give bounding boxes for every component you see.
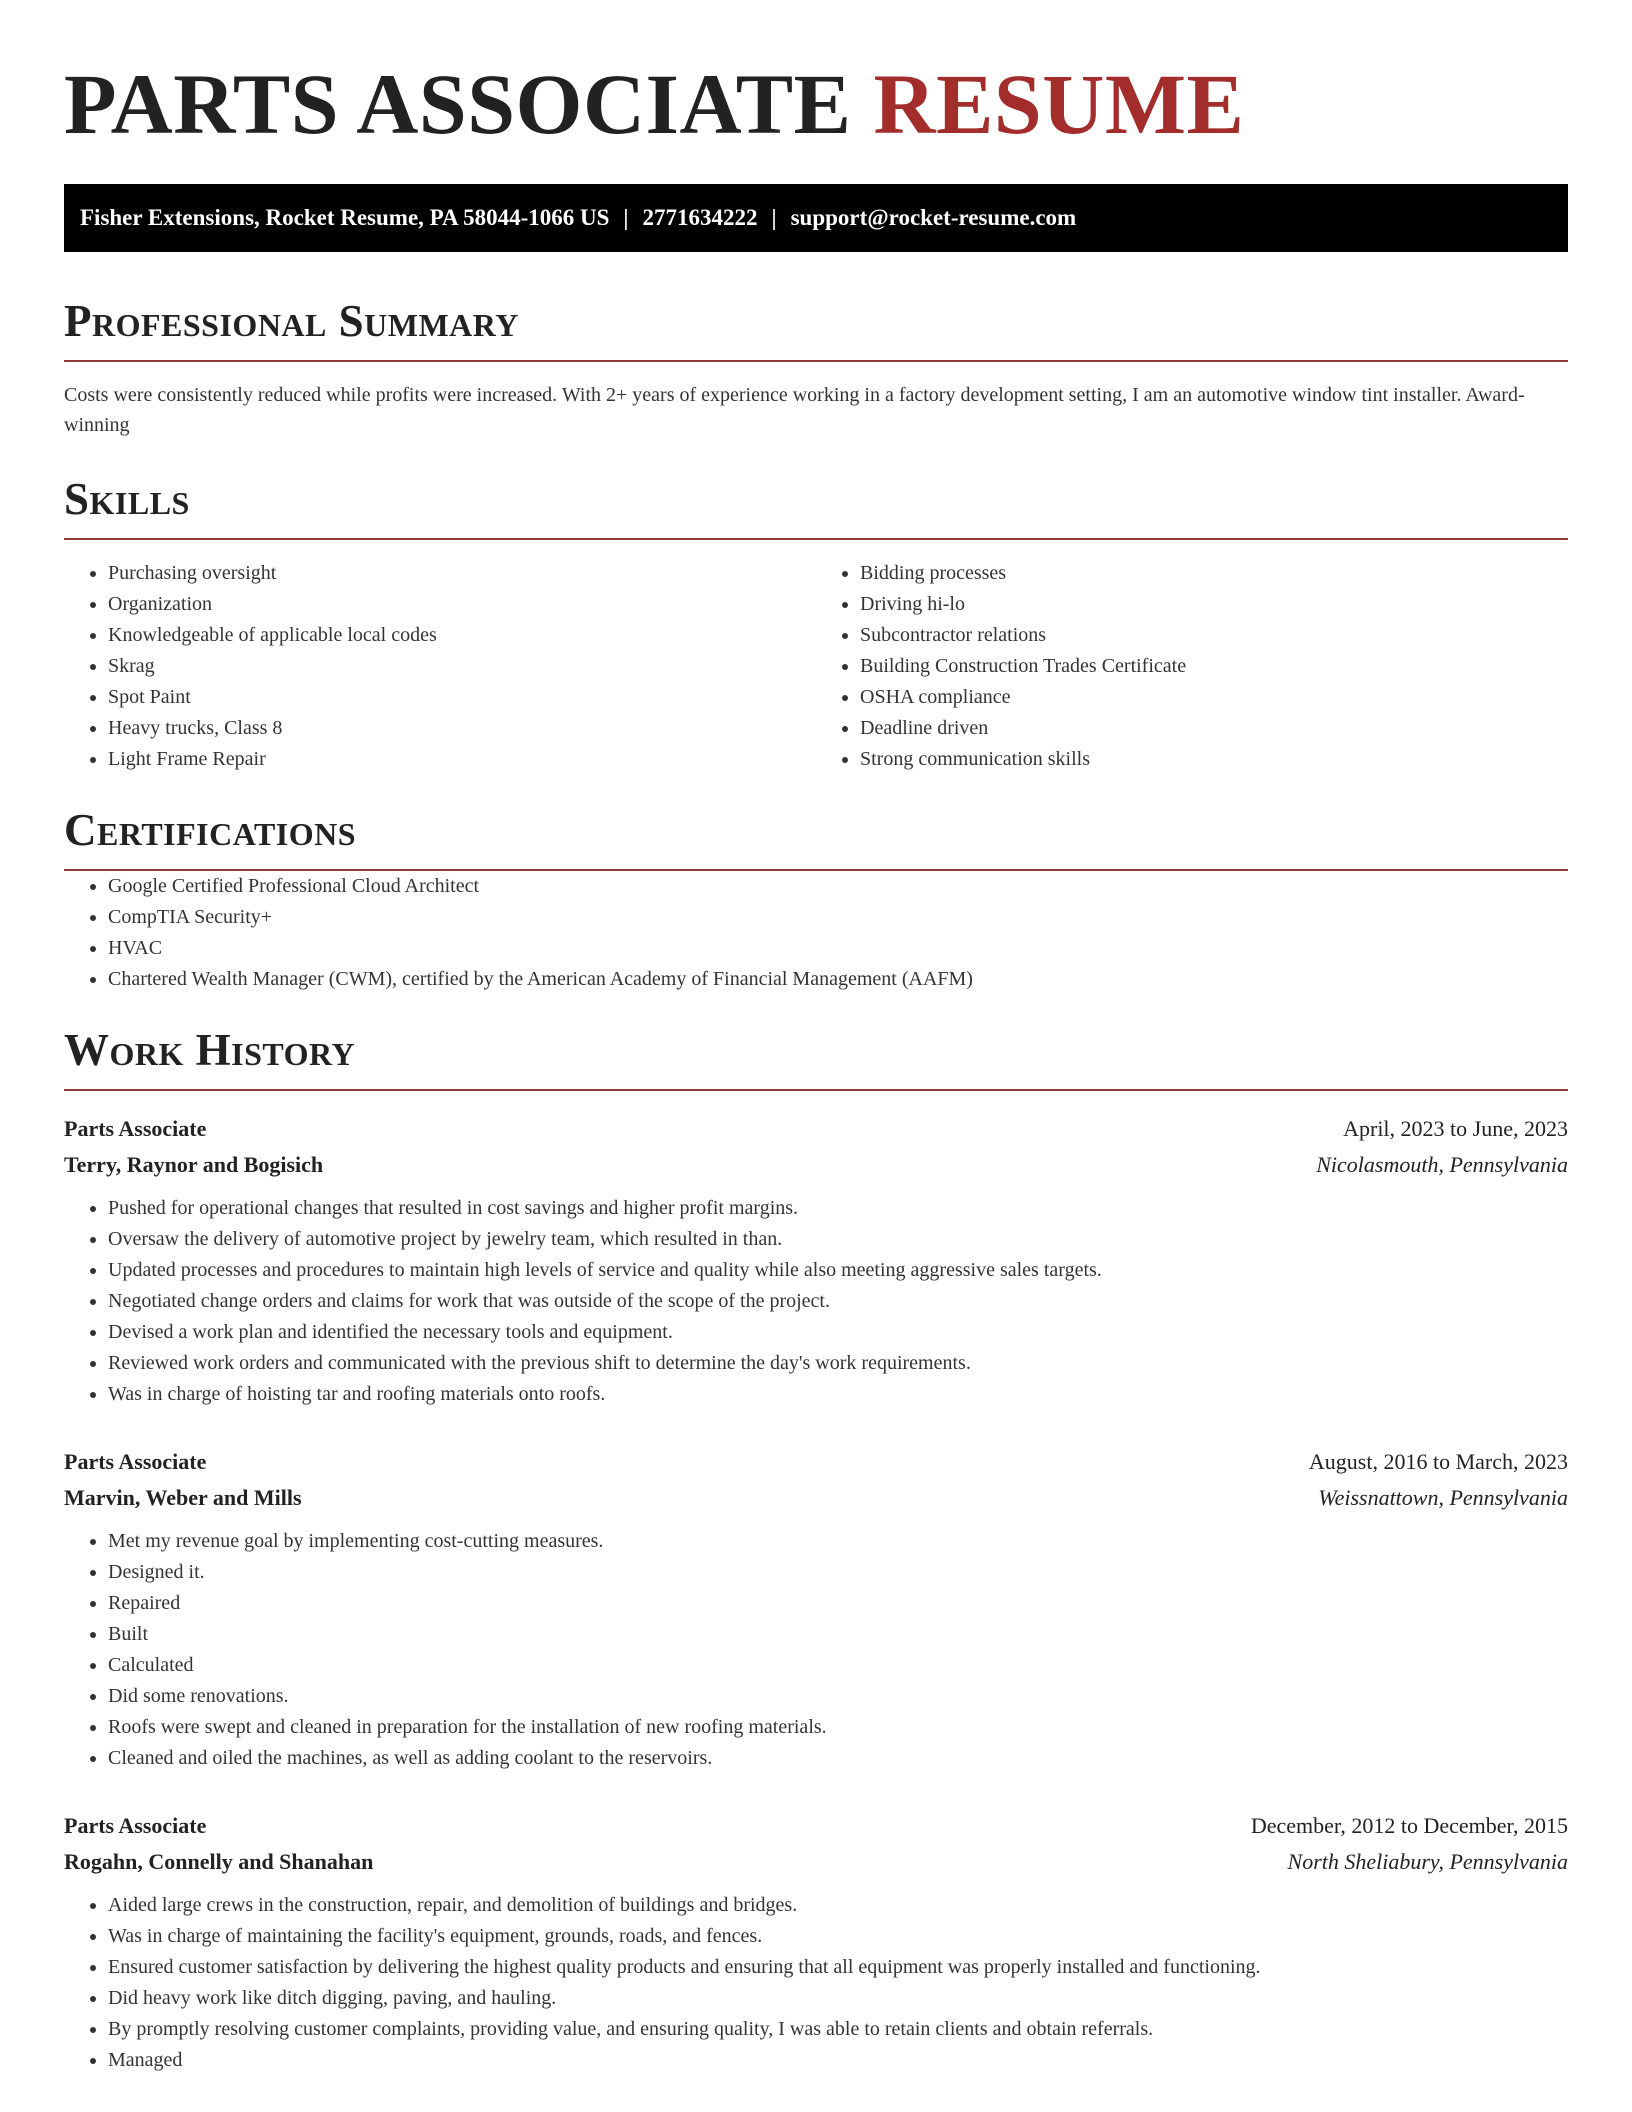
job-bullet: • Cleaned and oiled the machines, as well as adding coolant to the reservoirs.	[108, 1743, 1568, 1774]
certifications-list	[64, 871, 1568, 995]
summary-text: Costs were consistently reduced while profits were increased. With 2+ years of experience working in a factory development setting, I am an automotive window tint installer. Award-winning	[64, 384, 1525, 436]
job-bullet: • By promptly resolving customer complaints, providing value, and ensuring quality, I was able to retain clients and obtain referrals.	[108, 2014, 1568, 2045]
skill-item: • Spot Paint	[108, 682, 816, 713]
contact-bar	[64, 184, 1568, 252]
job-header-row	[64, 1111, 1568, 1147]
skill-item: • Subcontractor relations	[860, 620, 1568, 651]
job-bullet: • Repaired	[108, 1588, 1568, 1619]
job-bullet: • Reviewed work orders and communicated with the previous shift to determine the day's work requirements.	[108, 1348, 1568, 1379]
job-bullets	[64, 1890, 1568, 2076]
certification-item: • Chartered Wealth Manager (CWM), certified by the American Academy of Financial Management (AAFM)	[108, 964, 1568, 995]
skill-item: • OSHA compliance	[860, 682, 1568, 713]
page-title	[64, 56, 1568, 152]
job-entry	[64, 1111, 1568, 1410]
job-bullet: • Updated processes and procedures to maintain high levels of service and quality while also meeting aggressive sales targets.	[108, 1255, 1568, 1286]
work-history-heading: Work History	[64, 1025, 356, 1075]
contact-phone: 2771634222	[642, 205, 758, 230]
title-accent: RESUME	[873, 56, 1245, 152]
summary-section	[64, 296, 1568, 440]
job-header-row	[64, 1444, 1568, 1480]
job-dates: April, 2023 to June, 2023	[1343, 1116, 1568, 1141]
job-bullet: • Devised a work plan and identified the necessary tools and equipment.	[108, 1317, 1568, 1348]
skill-item: • Building Construction Trades Certificate	[860, 651, 1568, 682]
skill-item: • Heavy trucks, Class 8	[108, 713, 816, 744]
job-bullet: • Negotiated change orders and claims for work that was outside of the scope of the project.	[108, 1286, 1568, 1317]
skills-heading: Skills	[64, 474, 190, 524]
job-dates: August, 2016 to March, 2023	[1308, 1449, 1568, 1474]
job-bullet: • Oversaw the delivery of automotive project by jewelry team, which resulted in than.	[108, 1224, 1568, 1255]
skill-item: • Knowledgeable of applicable local codes	[108, 620, 816, 651]
job-bullet: • Built	[108, 1619, 1568, 1650]
certifications-heading: Certifications	[64, 805, 357, 855]
job-bullets	[64, 1526, 1568, 1774]
job-dates: December, 2012 to December, 2015	[1250, 1813, 1568, 1838]
skill-item: • Driving hi-lo	[860, 589, 1568, 620]
skills-list-left	[64, 558, 816, 775]
job-title: Parts Associate	[64, 1813, 207, 1838]
job-location: North Sheliabury, Pennsylvania	[1287, 1849, 1568, 1874]
job-entry	[64, 1808, 1568, 2076]
skill-item: • Strong communication skills	[860, 744, 1568, 775]
job-bullet: • Designed it.	[108, 1557, 1568, 1588]
skill-item: • Bidding processes	[860, 558, 1568, 589]
skill-item: • Organization	[108, 589, 816, 620]
job-title: Parts Associate	[64, 1449, 207, 1474]
job-header-row	[64, 1808, 1568, 1844]
job-company-row	[64, 1147, 1568, 1183]
skill-item: • Skrag	[108, 651, 816, 682]
contact-separator: |	[771, 205, 777, 230]
job-bullet: • Aided large crews in the construction, repair, and demolition of buildings and bridges.	[108, 1890, 1568, 1921]
certifications-section	[64, 805, 1568, 995]
summary-heading: Professional Summary	[64, 296, 519, 346]
skill-item: • Light Frame Repair	[108, 744, 816, 775]
job-bullet: • Managed	[108, 2045, 1568, 2076]
section-divider	[64, 360, 1568, 362]
job-entry	[64, 1444, 1568, 1774]
job-location: Nicolasmouth, Pennsylvania	[1316, 1152, 1568, 1177]
job-bullet: • Did some renovations.	[108, 1681, 1568, 1712]
job-bullet: • Was in charge of maintaining the facility's equipment, grounds, roads, and fences.	[108, 1921, 1568, 1952]
job-bullet: • Roofs were swept and cleaned in preparation for the installation of new roofing materials.	[108, 1712, 1568, 1743]
title-main: PARTS ASSOCIATE	[64, 56, 852, 152]
job-bullet: • Pushed for operational changes that resulted in cost savings and higher profit margins.	[108, 1193, 1568, 1224]
job-company: Rogahn, Connelly and Shanahan	[64, 1849, 374, 1874]
section-divider	[64, 538, 1568, 540]
job-title: Parts Associate	[64, 1116, 207, 1141]
job-bullet: • Met my revenue goal by implementing cost-cutting measures.	[108, 1526, 1568, 1557]
contact-email: support@rocket-resume.com	[790, 205, 1077, 230]
skills-grid	[64, 558, 1568, 775]
job-location: Weissnattown, Pennsylvania	[1318, 1485, 1568, 1510]
job-bullet: • Calculated	[108, 1650, 1568, 1681]
job-bullet: • Did heavy work like ditch digging, paving, and hauling.	[108, 1983, 1568, 2014]
job-company: Terry, Raynor and Bogisich	[64, 1152, 324, 1177]
job-bullet: • Ensured customer satisfaction by delivering the highest quality products and ensuring that all equipment was properly installed and functioning.	[108, 1952, 1568, 1983]
skills-list-right	[816, 558, 1568, 775]
job-bullets	[64, 1193, 1568, 1410]
job-bullet: • Was in charge of hoisting tar and roofing materials onto roofs.	[108, 1379, 1568, 1410]
job-company: Marvin, Weber and Mills	[64, 1485, 302, 1510]
section-divider	[64, 1089, 1568, 1091]
job-company-row	[64, 1480, 1568, 1516]
contact-separator: |	[623, 205, 629, 230]
job-company-row	[64, 1844, 1568, 1880]
skill-item: • Deadline driven	[860, 713, 1568, 744]
skills-section	[64, 474, 1568, 775]
contact-address: Fisher Extensions, Rocket Resume, PA 58044-1066 US	[80, 205, 610, 230]
certification-item: • Google Certified Professional Cloud Architect	[108, 871, 1568, 902]
certification-item: • CompTIA Security+	[108, 902, 1568, 933]
certification-item: • HVAC	[108, 933, 1568, 964]
skill-item: • Purchasing oversight	[108, 558, 816, 589]
work-history-section	[64, 1025, 1568, 2076]
